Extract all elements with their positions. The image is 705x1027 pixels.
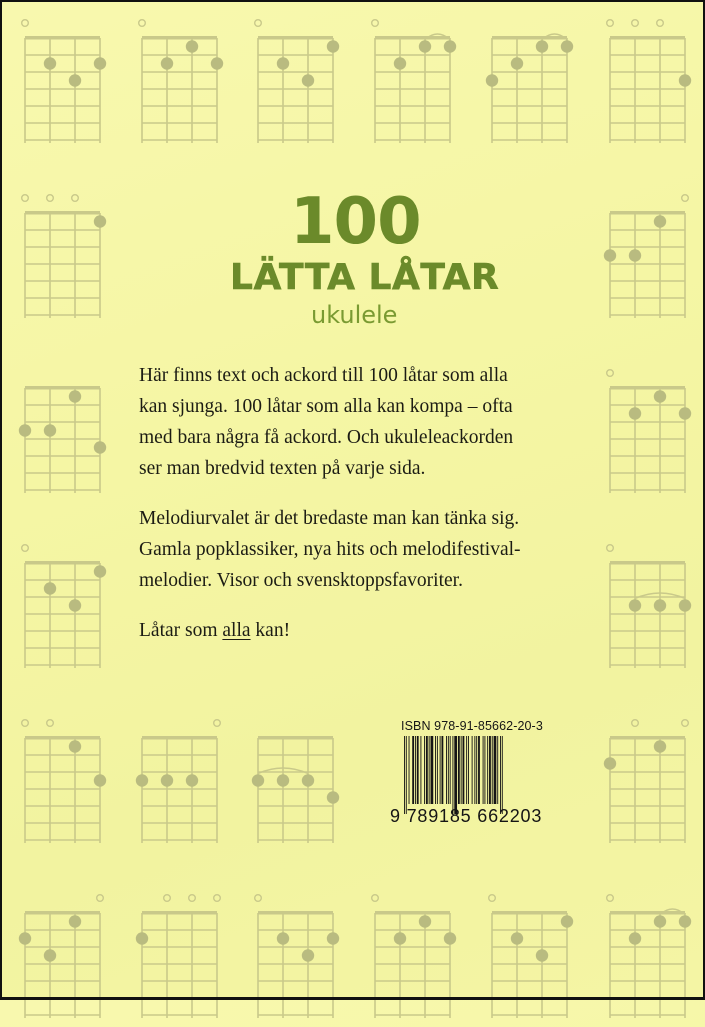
chord-diagram <box>17 712 97 852</box>
chord-diagram <box>602 362 682 502</box>
barcode <box>404 736 532 814</box>
chord-grid-icon <box>602 887 694 1027</box>
barcode-digits: 9 789185 662203 <box>390 806 543 826</box>
description-text <box>139 360 579 665</box>
text-line: med bara några få ackord. Och ukuleleackorden <box>139 427 514 448</box>
chord-diagram <box>250 712 330 852</box>
chord-grid-icon <box>367 887 459 1027</box>
text-line: Här finns text och ackord till 100 låtar som alla <box>139 365 508 386</box>
chord-grid-icon <box>17 537 109 677</box>
chord-grid-icon <box>367 12 459 152</box>
text-line: ser man bredvid texten på varje sida. <box>139 458 426 479</box>
chord-diagram <box>602 712 682 852</box>
chord-grid-icon <box>250 712 342 852</box>
chord-diagram <box>17 362 97 502</box>
chord-diagram <box>602 887 682 1027</box>
chord-grid-icon <box>250 887 342 1027</box>
chord-grid-icon <box>134 712 226 852</box>
chord-diagram <box>17 887 97 1027</box>
chord-diagram <box>484 887 564 1027</box>
chord-grid-icon <box>17 712 109 852</box>
chord-diagram <box>134 712 214 852</box>
chord-grid-icon <box>484 12 576 152</box>
chord-grid-icon <box>17 362 109 502</box>
chord-grid-icon <box>17 887 109 1027</box>
tagline-underlined: alla <box>222 620 251 641</box>
chord-diagram <box>484 12 564 152</box>
tagline-after: kan! <box>250 620 291 641</box>
chord-grid-icon <box>250 12 342 152</box>
tagline-before: Låtar som <box>139 620 223 641</box>
isbn-label: ISBN 978-91-85662-20-3 <box>401 719 543 733</box>
chord-diagram <box>250 12 330 152</box>
description-paragraph-3 <box>139 615 579 646</box>
chord-grid-icon <box>17 187 109 327</box>
chord-diagram <box>134 887 214 1027</box>
chord-grid-icon <box>602 187 694 327</box>
chord-grid-icon <box>602 362 694 502</box>
chord-diagram <box>134 12 214 152</box>
chord-diagram <box>367 887 447 1027</box>
chord-grid-icon <box>484 887 576 1027</box>
chord-grid-icon <box>602 537 694 677</box>
chord-grid-icon <box>134 887 226 1027</box>
chord-diagram <box>602 537 682 677</box>
title-subtitle: ukulele <box>311 301 398 329</box>
chord-grid-icon <box>602 712 694 852</box>
chord-diagram <box>17 12 97 152</box>
text-line: kan sjunga. 100 låtar som alla kan kompa – ofta <box>139 396 513 417</box>
chord-grid-icon <box>134 12 226 152</box>
description-paragraph-1 <box>139 360 579 484</box>
chord-diagram <box>602 12 682 152</box>
text-line: melodier. Visor och svensktoppsfavoriter. <box>139 570 463 591</box>
chord-grid-icon <box>17 12 109 152</box>
description-paragraph-2 <box>139 503 579 596</box>
title-main: LÄTTA LÅTAR <box>230 257 500 298</box>
chord-diagram <box>602 187 682 327</box>
chord-diagram <box>17 537 97 677</box>
chord-diagram <box>17 187 97 327</box>
chord-diagram <box>250 887 330 1027</box>
text-line: Melodiurvalet är det bredaste man kan tänka sig. <box>139 508 520 529</box>
title-number: 100 <box>290 185 421 259</box>
chord-grid-icon <box>602 12 694 152</box>
barcode-bars-icon <box>404 736 532 814</box>
chord-diagram <box>367 12 447 152</box>
text-line: Gamla popklassiker, nya hits och melodifestival- <box>139 539 521 560</box>
